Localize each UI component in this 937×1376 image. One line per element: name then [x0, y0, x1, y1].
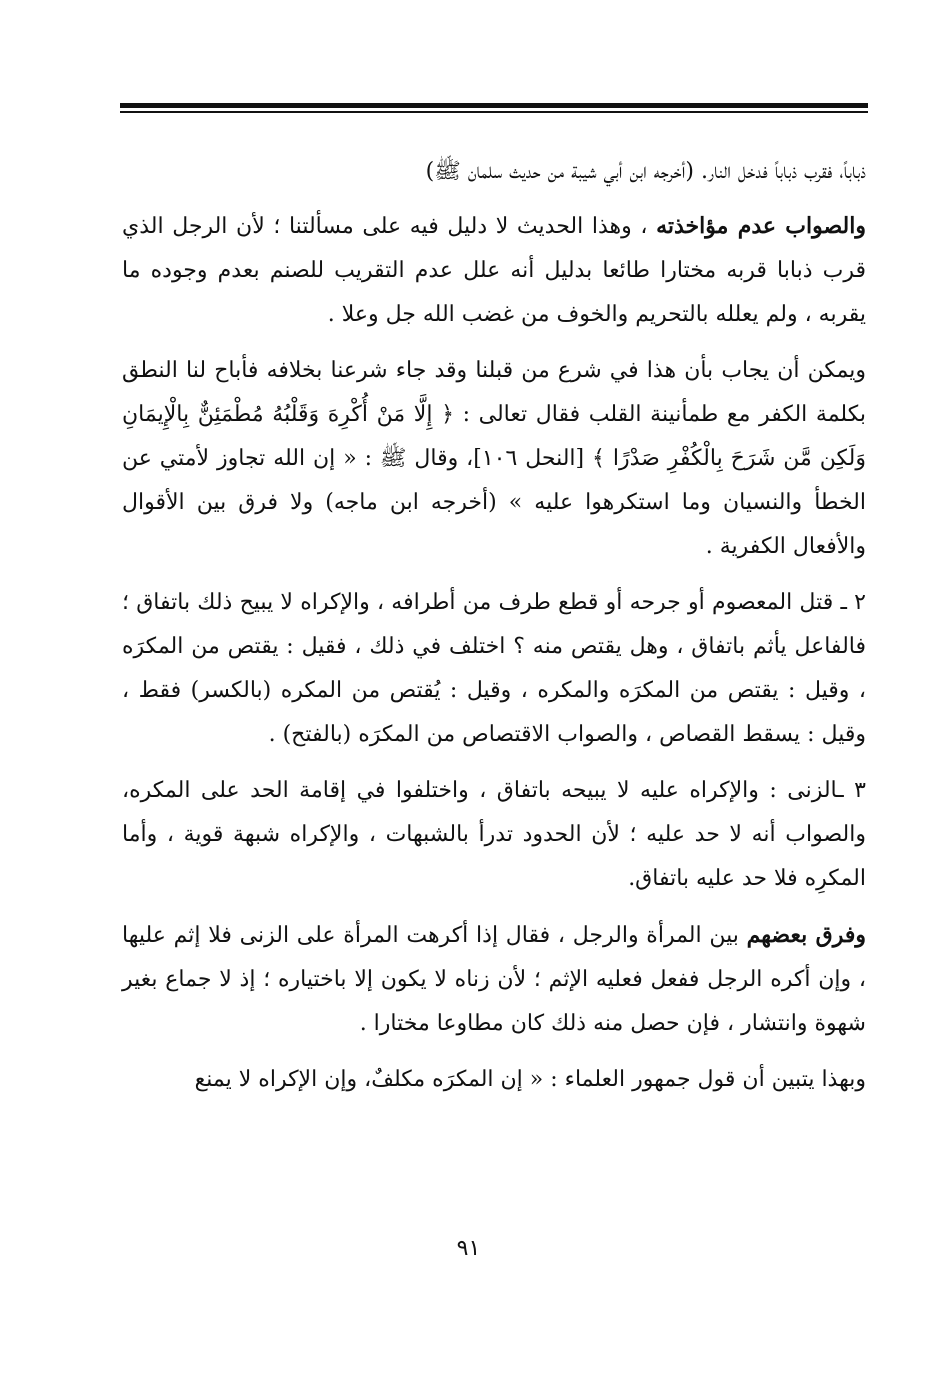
paragraph-4-text: بين المرأة والرجل ، فقال إذا أكرهت المرأة على الزنى فلا إثم عليها ، وإن أكره الرجل ففعل فعليه الإثم ؛ لأن زناه لا يكون إلا باختياره ؛ إذ لا جماع بغير شهوة وانتشار ، فإن حصل منه ذلك كان مطاوعا مختارا . [122, 923, 866, 1036]
header-rule-thick [120, 103, 868, 108]
paragraph-4-lead: وفرق بعضهم [746, 922, 866, 948]
paragraph-2 [122, 204, 866, 337]
page-body [122, 150, 866, 1114]
page-number: ٩١ [456, 1236, 481, 1261]
paragraph-2-lead: والصواب عدم مؤاخذته [656, 213, 866, 239]
list-item-2: ٢ ـ قتل المعصوم أو جرحه أو قطع طرف من أطرافه ، والإكراه لا يبيح ذلك باتفاق ؛ فالفاعل يأثم باتفاق ، وهل يقتص منه ؟ اختلف في ذلك ، فقيل : يقتص من المكرَه ، وقيل : يقتص من المكرَه والمكره ، وقيل : يُقتص من المكره (بالكسر) فقط ، وقيل : يسقط القصاص ، والصواب الاقتصاص من المكرَه (بالفتح) . [122, 590, 866, 747]
paragraph-1: ذباباً، فقرب ذباباً فدخل النار. (أخرجه ابن أبي شيبة من حديث سلمان ﷺ) [425, 159, 866, 184]
header-rule-thin [120, 111, 868, 113]
paragraph-2-text: ، وهذا الحديث لا دليل فيه على مسألتنا ؛ لأن الرجل الذي قرب ذبابا قربه مختارا طائعا بدليل أنه علل عدم التقريب للصنم بعدم وجوده ما يقربه ، ولم يعلله بالتحريم والخوف من غضب الله جل وعلا . [122, 214, 866, 327]
paragraph-5: وبهذا يتبين أن قول جمهور العلماء : « إن المكرَه مكلفٌ، وإن الإكراه لا يمنع [194, 1067, 866, 1092]
paragraph-4 [122, 913, 866, 1046]
list-item-3: ٣ ـالزنى : والإكراه عليه لا يبيحه باتفاق ، واختلفوا في إقامة الحد على المكره، والصواب أنه لا حد عليه ؛ لأن الحدود تدرأ بالشبهات ، والإكراه شبهة قوية ، وأما المكرِه فلا حد عليه باتفاق. [122, 778, 866, 891]
paragraph-3: ويمكن أن يجاب بأن هذا في شرع من قبلنا وقد جاء شرعنا بخلافه فأباح لنا النطق بكلمة الكفر مع طمأنينة القلب فقال تعالى : ﴿ إِلَّا مَنْ أُكْرِهَ وَقَلْبُهُ مُطْمَئِنٌّ بِالْإِيمَانِ وَلَكِن مَّن شَرَحَ بِالْكُفْرِ صَدْرًا ﴾ [النحل ١٠٦]، وقال ﷺ : « إن الله تجاوز لأمتي عن الخطأ والنسيان وما استكرهوا عليه » (أخرجه ابن ماجه) ولا فرق بين الأقوال والأفعال الكفرية . [122, 358, 866, 559]
